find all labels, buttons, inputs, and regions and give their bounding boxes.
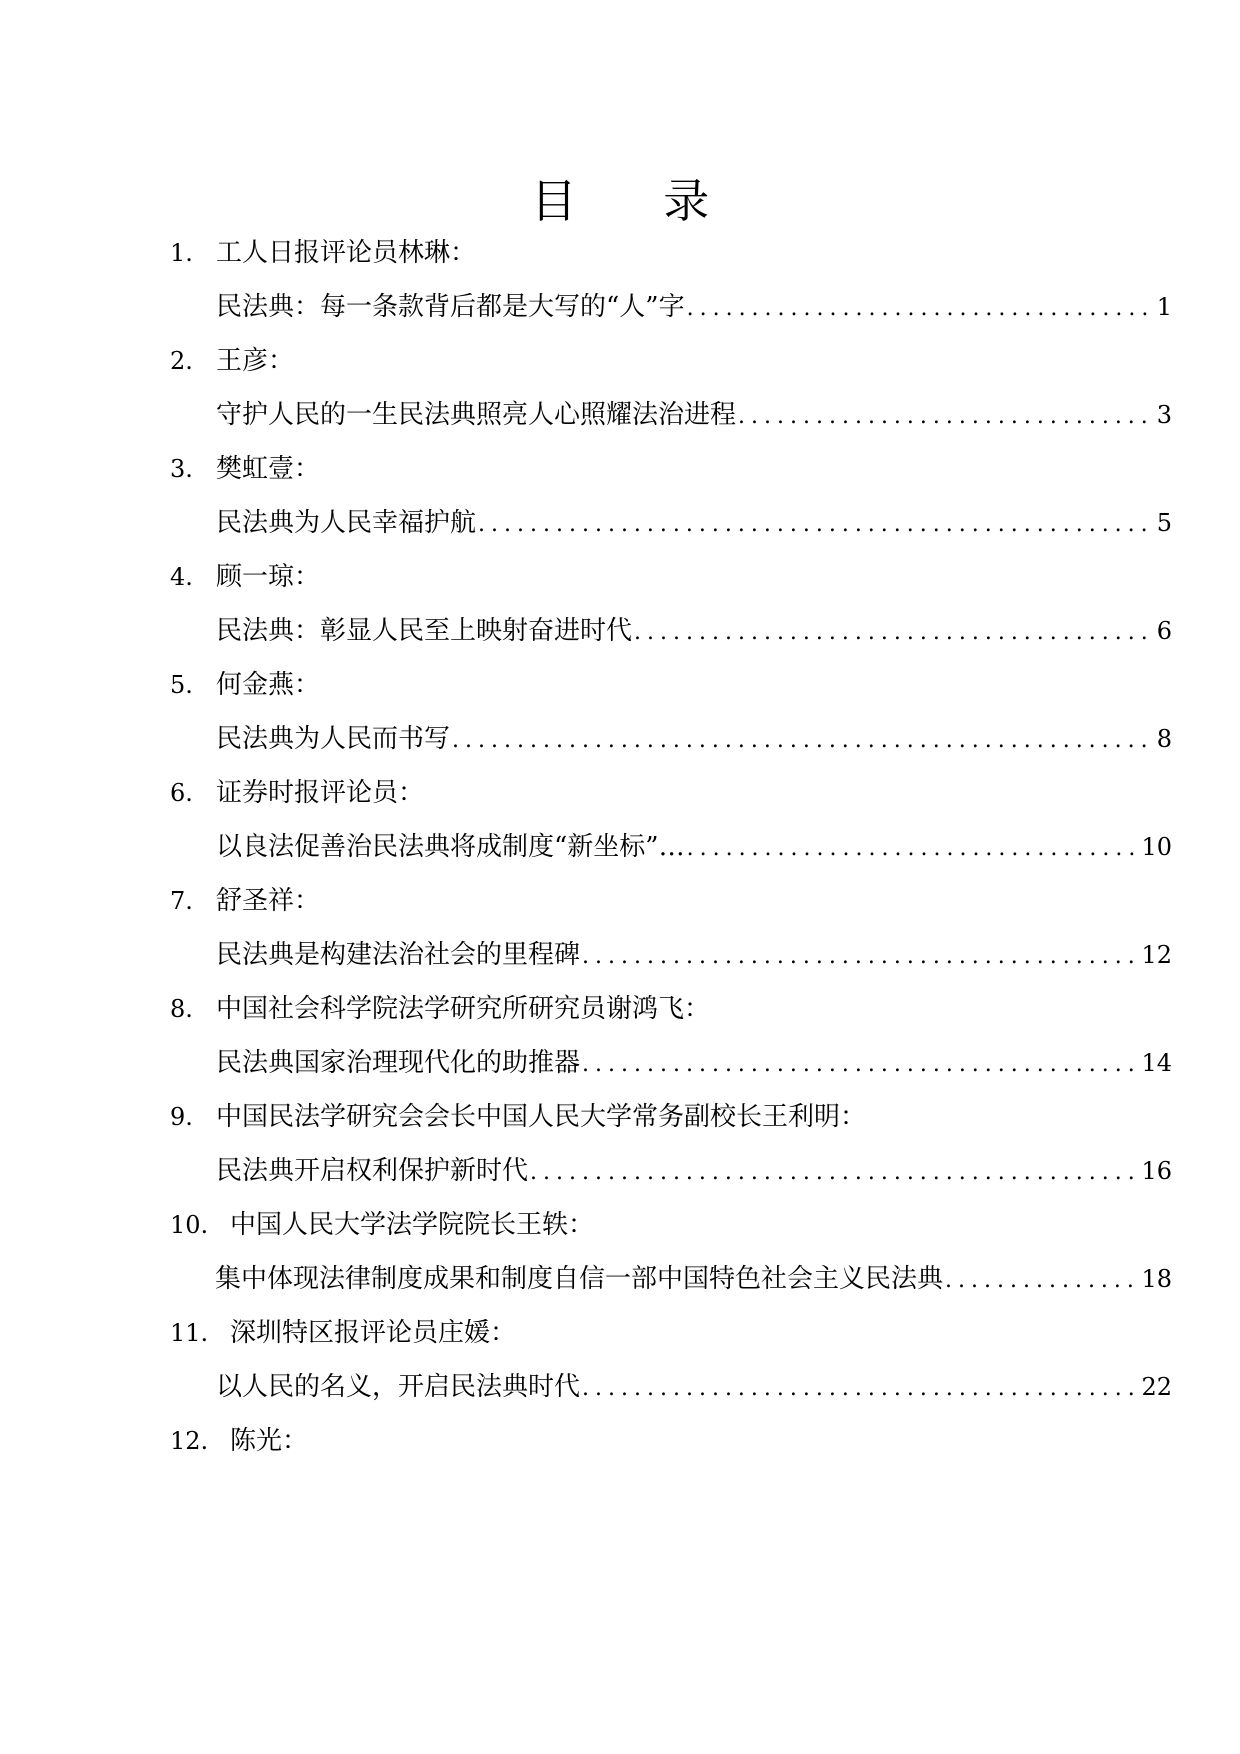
dot-leader — [738, 390, 1155, 444]
toc-item-number: 8. — [170, 995, 193, 1023]
toc-author: 舒圣祥： — [216, 886, 321, 916]
toc-author: 中国人民大学法学院院长王轶： — [230, 1210, 595, 1240]
toc-entry-link[interactable] — [170, 1360, 1172, 1414]
toc-page-number: 1 — [1156, 293, 1172, 321]
dot-leader — [687, 822, 1140, 876]
toc-author: 深圳特区报评论员庄媛： — [230, 1318, 517, 1348]
toc-item-number: 4. — [170, 563, 193, 591]
toc-author-line — [170, 1090, 1172, 1144]
toc-item-number: 3. — [170, 455, 193, 483]
toc-entry-link[interactable] — [170, 604, 1172, 658]
dot-leader — [530, 1146, 1139, 1200]
toc-item-number: 7. — [170, 887, 193, 915]
dot-leader — [582, 1038, 1139, 1092]
toc-entry-link[interactable] — [170, 1252, 1172, 1306]
toc-item — [170, 226, 1172, 334]
toc-author: 何金燕： — [216, 670, 321, 700]
toc-entry-link[interactable] — [170, 496, 1172, 550]
toc-entry-title: 民法典国家治理现代化的助推器 — [216, 1048, 581, 1078]
toc-item-number: 10. — [170, 1211, 209, 1239]
toc-item — [170, 658, 1172, 766]
toc-list — [170, 226, 1172, 1468]
dot-leader — [687, 282, 1155, 336]
toc-entry-title: 民法典：每一条款背后都是大写的“人”字 — [216, 292, 685, 322]
toc-item — [170, 1090, 1172, 1198]
toc-entry-link[interactable] — [170, 1036, 1172, 1090]
toc-item-number: 2. — [170, 347, 193, 375]
toc-author-line — [170, 982, 1172, 1036]
toc-entry-title: 守护人民的一生民法典照亮人心照耀法治进程 — [216, 400, 737, 430]
toc-page-number: 6 — [1156, 617, 1172, 645]
toc-entry-title: 民法典开启权利保护新时代 — [216, 1156, 529, 1186]
dot-leader — [452, 714, 1155, 768]
toc-author-line — [170, 874, 1172, 928]
toc-entry-title: 民法典为人民幸福护航 — [216, 508, 477, 538]
toc-page-number: 22 — [1141, 1373, 1172, 1401]
toc-entry-link[interactable] — [170, 280, 1172, 334]
toc-entry-link[interactable] — [170, 1144, 1172, 1198]
toc-item-number: 9. — [170, 1103, 193, 1131]
toc-author: 陈光： — [230, 1426, 309, 1456]
dot-leader — [634, 606, 1155, 660]
toc-page-number: 18 — [1141, 1265, 1172, 1293]
toc-author: 证券时报评论员： — [216, 778, 425, 808]
toc-author-line — [170, 550, 1172, 604]
toc-item — [170, 982, 1172, 1090]
toc-page-number: 10 — [1141, 833, 1172, 861]
toc-entry-title: 民法典：彰显人民至上映射奋进时代 — [216, 616, 633, 646]
toc-item — [170, 550, 1172, 658]
toc-entry-title: 集中体现法律制度成果和制度自信一部中国特色社会主义民法典 — [215, 1264, 944, 1294]
toc-author-line — [170, 226, 1172, 280]
toc-item — [170, 1198, 1172, 1306]
toc-entry-title: 以良法促善治民法典将成制度“新坐标”… — [216, 832, 685, 862]
toc-item-number: 1. — [170, 239, 193, 267]
toc-entry-link[interactable] — [170, 712, 1172, 766]
toc-page-number: 16 — [1141, 1157, 1172, 1185]
toc-item — [170, 766, 1172, 874]
toc-author-line — [170, 442, 1172, 496]
toc-author-line — [170, 766, 1172, 820]
toc-author-line — [170, 1414, 1172, 1468]
toc-author: 工人日报评论员林琳： — [216, 238, 477, 268]
toc-author: 顾一琼： — [216, 562, 321, 592]
toc-author: 王彦： — [216, 346, 295, 376]
toc-page-number: 14 — [1141, 1049, 1172, 1077]
dot-leader — [478, 498, 1155, 552]
toc-item — [170, 1414, 1172, 1468]
toc-author-line — [170, 1306, 1172, 1360]
toc-author: 樊虹壹： — [216, 454, 321, 484]
toc-page-number: 12 — [1141, 941, 1172, 969]
toc-item-number: 5. — [170, 671, 193, 699]
toc-page-number: 8 — [1156, 725, 1172, 753]
toc-entry-link[interactable] — [170, 388, 1172, 442]
toc-entry-title: 民法典是构建法治社会的里程碑 — [216, 940, 581, 970]
dot-leader — [945, 1254, 1139, 1308]
toc-page-number: 3 — [1156, 401, 1172, 429]
dot-leader — [582, 1362, 1139, 1416]
toc-author: 中国社会科学院法学研究所研究员谢鸿飞： — [216, 994, 711, 1024]
toc-item-number: 11. — [170, 1319, 209, 1347]
toc-entry-link[interactable] — [170, 928, 1172, 982]
toc-item — [170, 442, 1172, 550]
toc-item — [170, 874, 1172, 982]
toc-item — [170, 1306, 1172, 1414]
dot-leader — [582, 930, 1139, 984]
toc-author-line — [170, 1198, 1172, 1252]
toc-item-number: 12. — [170, 1427, 209, 1455]
toc-author-line — [170, 334, 1172, 388]
toc-entry-title: 以人民的名义，开启民法典时代 — [216, 1372, 581, 1402]
toc-author-line — [170, 658, 1172, 712]
toc-page-number: 5 — [1156, 509, 1172, 537]
toc-entry-title: 民法典为人民而书写 — [216, 724, 451, 754]
toc-item-number: 6. — [170, 779, 193, 807]
toc-title: 目 录 — [530, 174, 746, 228]
toc-entry-link[interactable] — [170, 820, 1172, 874]
toc-item — [170, 334, 1172, 442]
toc-author: 中国民法学研究会会长中国人民大学常务副校长王利明： — [216, 1102, 867, 1132]
